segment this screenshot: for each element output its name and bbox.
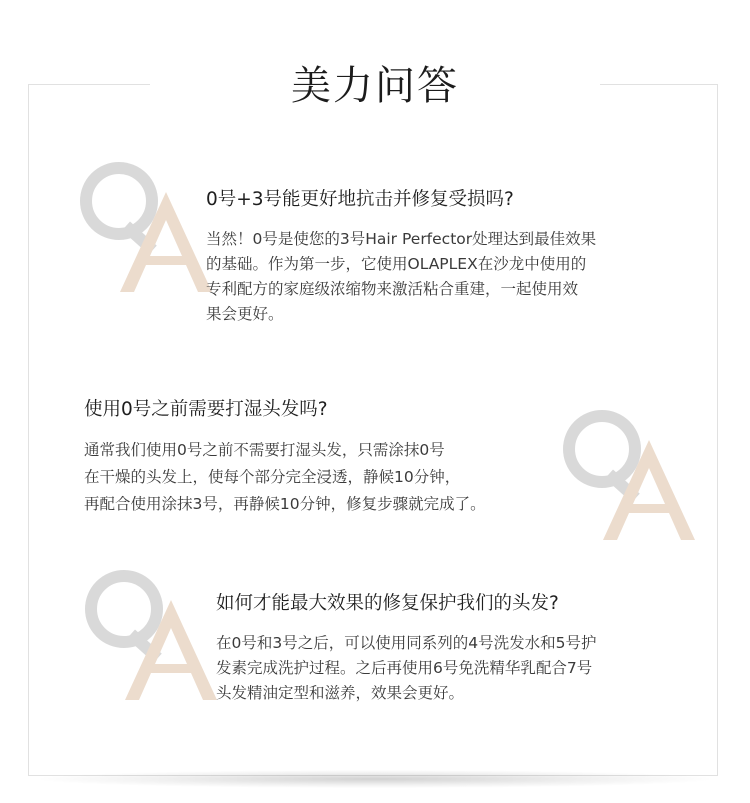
answer-line: 在干燥的头发上，使每个部分完全浸透，静候10分钟， (84, 468, 461, 486)
title-banner (150, 52, 600, 112)
answer-line: 在0号和3号之后，可以使用同系列的4号洗发水和5号护 (216, 634, 597, 652)
answer-line: 头发精油定型和滋养，效果会更好。 (216, 684, 465, 702)
qa-decoration-1 (80, 162, 210, 292)
answer-line: 的基础。作为第一步，它使用OLAPLEX在沙龙中使用的 (206, 255, 587, 273)
question-text: 使用0号之前需要打湿头发吗? (84, 399, 328, 420)
a-letter-icon (125, 600, 217, 700)
qa-block-2 (84, 397, 486, 518)
a-letter-icon (120, 192, 212, 292)
qa-decoration-2 (563, 410, 693, 540)
qa-decoration-3 (85, 570, 215, 700)
answer-line: 再配合使用涂抹3号，再静候10分钟，修复步骤就完成了。 (84, 495, 486, 513)
answer-line: 当然！0号是使您的3号Hair Perfector处理达到最佳效果 (206, 230, 597, 248)
answer-line: 果会更好。 (206, 305, 284, 323)
a-letter-icon (603, 440, 695, 540)
answer-line: 专利配方的家庭级浓缩物来激活粘合重建，一起使用效 (206, 280, 579, 298)
frame-shadow (40, 770, 710, 788)
question-text: 0号+3号能更好地抗击并修复受损吗? (206, 189, 514, 210)
page-title: 美力问答 (291, 62, 459, 109)
question-text: 如何才能最大效果的修复保护我们的头发? (216, 593, 559, 614)
answer-line: 通常我们使用0号之前不需要打湿头发，只需涂抹0号 (84, 441, 445, 459)
answer-text (84, 437, 486, 518)
answer-text (216, 631, 596, 706)
qa-block-1 (206, 187, 596, 327)
answer-text (206, 227, 596, 327)
qa-block-3 (216, 591, 596, 706)
answer-line: 发素完成洗护过程。之后再使用6号免洗精华乳配合7号 (216, 659, 593, 677)
